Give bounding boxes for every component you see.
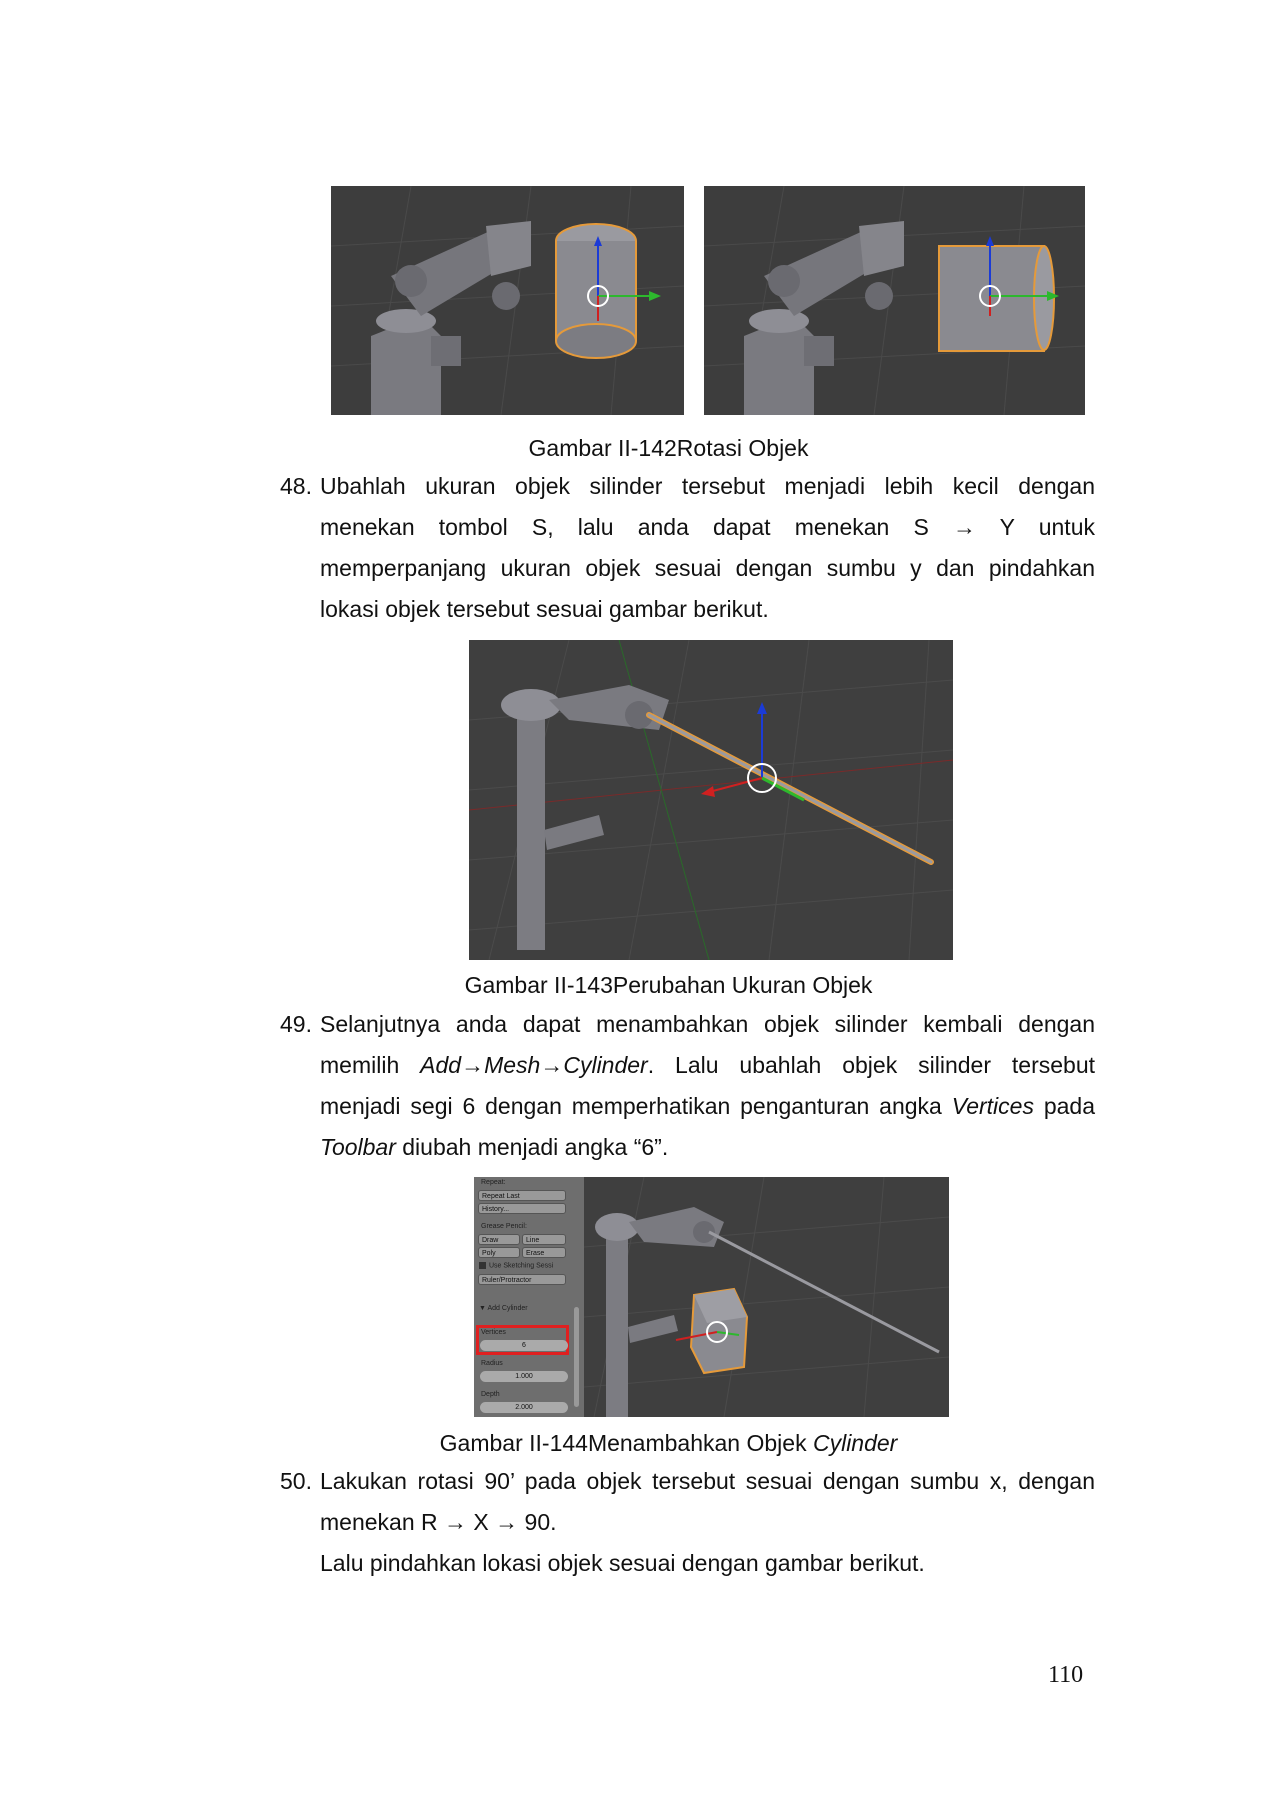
figure-142-caption: Gambar II-142Rotasi Objek — [528, 435, 809, 461]
line-button[interactable]: Line — [522, 1234, 566, 1245]
ruler-protractor-button[interactable]: Ruler/Protractor — [478, 1274, 566, 1285]
arrow-icon: → — [461, 1052, 485, 1078]
repeat-label: Repeat: — [481, 1179, 506, 1186]
arrow-icon: → — [952, 514, 976, 540]
step-50-line-2: menekan R → X → 90. — [320, 1509, 557, 1535]
vertices-field[interactable]: 6 — [480, 1340, 568, 1351]
figure-142-left-image — [331, 186, 684, 415]
draw-button[interactable]: Draw — [478, 1234, 520, 1245]
figure-144-image — [474, 1177, 949, 1417]
step-49-paragraph — [320, 1004, 1095, 1168]
repeat-last-button[interactable]: Repeat Last — [478, 1190, 566, 1201]
blender-toolbar-panel — [474, 1177, 584, 1417]
step-49-line-3: menjadi segi 6 dengan memperhatikan penganturan angka Vertices pada — [320, 1093, 1095, 1119]
vertices-label: Vertices — [481, 1329, 506, 1336]
depth-field[interactable]: 2.000 — [480, 1402, 568, 1413]
figure-144-caption: Gambar II-144Menambahkan Objek Cylinder — [439, 1430, 898, 1456]
step-48-number: 48. — [280, 473, 312, 499]
arrow-icon: → — [444, 1509, 468, 1535]
checkbox-icon — [479, 1262, 486, 1269]
step-49-line-2: memilih Add→Mesh→Cylinder. Lalu ubahlah objek silinder tersebut — [320, 1052, 1095, 1078]
step-50-line-3: Lalu pindahkan lokasi objek sesuai dengan gambar berikut. — [320, 1550, 925, 1576]
figure-143-image — [469, 640, 953, 960]
history-button[interactable]: History... — [478, 1203, 566, 1214]
depth-label: Depth — [481, 1391, 500, 1398]
step-50-paragraph — [320, 1461, 1095, 1584]
step-50-line-1: Lakukan rotasi 90’ pada objek tersebut sesuai dengan sumbu x, dengan — [320, 1468, 1095, 1494]
step-49-line-1: Selanjutnya anda dapat menambahkan objek silinder kembali dengan — [320, 1011, 1095, 1037]
toolbar-scrollbar[interactable] — [574, 1307, 579, 1407]
poly-button[interactable]: Poly — [478, 1247, 520, 1258]
step-50-number: 50. — [280, 1468, 312, 1494]
figure-143-caption: Gambar II-143Perubahan Ukuran Objek — [464, 972, 873, 998]
viewport-illustration — [584, 1177, 949, 1417]
arrow-icon: → — [540, 1052, 564, 1078]
radius-field[interactable]: 1.000 — [480, 1371, 568, 1382]
step-48-line-2: menekan tombol S, lalu anda dapat menekan S → Y untuk — [320, 514, 1095, 540]
step-48-line-1: Ubahlah ukuran objek silinder tersebut menjadi lebih kecil dengan — [320, 473, 1095, 499]
use-sketching-checkbox[interactable]: Use Sketching Sessi — [479, 1262, 553, 1269]
step-48-line-4: lokasi objek tersebut sesuai gambar berikut. — [320, 596, 769, 622]
step-49-number: 49. — [280, 1011, 312, 1037]
erase-button[interactable]: Erase — [522, 1247, 566, 1258]
grease-pencil-label: Grease Pencil: — [481, 1223, 527, 1230]
step-48-paragraph — [320, 466, 1095, 630]
step-48-line-3: memperpanjang ukuran objek sesuai dengan sumbu y dan pindahkan — [320, 555, 1095, 581]
resize-object-illustration — [469, 640, 953, 960]
radius-label: Radius — [481, 1360, 503, 1367]
figure-142-right-image — [704, 186, 1085, 415]
step-49-line-4: Toolbar diubah menjadi angka “6”. — [320, 1134, 669, 1160]
arrow-icon: → — [495, 1509, 519, 1535]
add-cylinder-header[interactable]: ▼ Add Cylinder — [479, 1305, 528, 1312]
rotation-before-illustration — [331, 186, 684, 415]
rotation-after-illustration — [704, 186, 1085, 415]
page-number: 110 — [1048, 1662, 1084, 1688]
